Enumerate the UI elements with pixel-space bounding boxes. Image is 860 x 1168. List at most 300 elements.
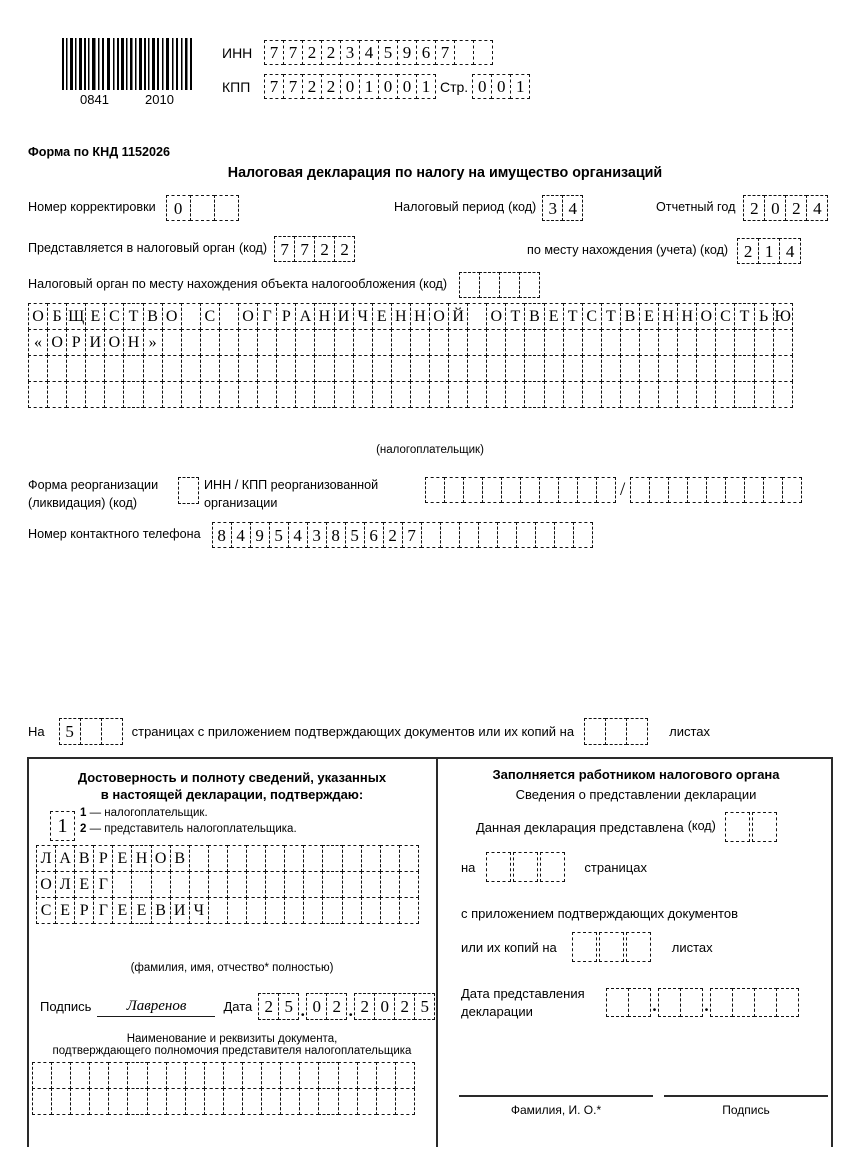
char-cell[interactable]: Г xyxy=(257,303,277,330)
char-cell[interactable] xyxy=(200,355,220,382)
char-cell[interactable]: 4 xyxy=(779,238,801,264)
char-cell[interactable] xyxy=(734,355,754,382)
char-cell[interactable] xyxy=(658,988,681,1017)
char-cell[interactable] xyxy=(131,871,151,898)
char-cell[interactable]: Н xyxy=(410,303,430,330)
char-cell[interactable] xyxy=(497,522,517,548)
char-cell[interactable]: 0 xyxy=(374,993,395,1020)
char-cell[interactable] xyxy=(185,1088,205,1115)
char-cell[interactable] xyxy=(342,845,362,872)
char-cell[interactable] xyxy=(773,355,793,382)
char-cell[interactable]: Н xyxy=(123,329,143,356)
char-cell[interactable]: 1 xyxy=(510,74,530,99)
char-cell[interactable]: О xyxy=(162,303,182,330)
char-cell[interactable] xyxy=(391,329,411,356)
char-cell[interactable] xyxy=(519,272,540,298)
char-cell[interactable] xyxy=(706,477,726,503)
grid-row[interactable] xyxy=(28,303,792,330)
char-cell[interactable] xyxy=(410,355,430,382)
char-cell[interactable] xyxy=(190,195,215,221)
char-cell[interactable] xyxy=(754,988,777,1017)
char-cell[interactable] xyxy=(658,355,678,382)
char-cell[interactable]: 0 xyxy=(340,74,360,99)
char-cell[interactable] xyxy=(499,272,520,298)
char-cell[interactable] xyxy=(357,1088,377,1115)
char-cell[interactable] xyxy=(715,355,735,382)
char-cell[interactable]: 7 xyxy=(264,74,284,99)
char-cell[interactable]: С xyxy=(582,303,602,330)
submitted-to-input[interactable] xyxy=(274,236,354,262)
char-cell[interactable] xyxy=(47,381,67,408)
char-cell[interactable]: Е xyxy=(85,303,105,330)
char-cell[interactable] xyxy=(544,329,564,356)
char-cell[interactable]: Т xyxy=(505,303,525,330)
char-cell[interactable]: Н xyxy=(658,303,678,330)
char-cell[interactable]: 2 xyxy=(314,236,335,262)
char-cell[interactable] xyxy=(70,1062,90,1089)
char-cell[interactable]: Е xyxy=(372,303,392,330)
char-cell[interactable] xyxy=(563,329,583,356)
char-cell[interactable] xyxy=(782,477,802,503)
char-cell[interactable]: 2 xyxy=(737,238,759,264)
char-cell[interactable] xyxy=(181,381,201,408)
char-cell[interactable]: Н xyxy=(131,845,151,872)
char-cell[interactable] xyxy=(554,522,574,548)
char-cell[interactable] xyxy=(773,329,793,356)
char-cell[interactable] xyxy=(246,845,266,872)
char-cell[interactable] xyxy=(280,1088,300,1115)
char-cell[interactable] xyxy=(143,355,163,382)
char-cell[interactable]: Л xyxy=(36,845,56,872)
char-cell[interactable] xyxy=(376,1062,396,1089)
char-cell[interactable] xyxy=(166,1088,186,1115)
organization-name-grid[interactable] xyxy=(28,303,792,407)
char-cell[interactable] xyxy=(467,381,487,408)
char-cell[interactable] xyxy=(303,897,323,924)
char-cell[interactable]: 0 xyxy=(472,74,492,99)
char-cell[interactable]: 5 xyxy=(278,993,299,1020)
signer-code-input[interactable] xyxy=(50,811,74,841)
page-number-input[interactable] xyxy=(472,74,529,99)
char-cell[interactable] xyxy=(32,1088,52,1115)
char-cell[interactable] xyxy=(754,381,774,408)
report-year-input[interactable] xyxy=(743,195,827,221)
char-cell[interactable] xyxy=(582,329,602,356)
grid-row[interactable] xyxy=(36,845,418,872)
char-cell[interactable]: 2 xyxy=(334,236,355,262)
char-cell[interactable] xyxy=(342,897,362,924)
char-cell[interactable] xyxy=(601,355,621,382)
grid-row[interactable] xyxy=(36,897,418,924)
char-cell[interactable]: 5 xyxy=(269,522,289,548)
char-cell[interactable] xyxy=(127,1062,147,1089)
char-cell[interactable] xyxy=(219,381,239,408)
char-cell[interactable] xyxy=(425,477,445,503)
char-cell[interactable]: Е xyxy=(112,845,132,872)
char-cell[interactable] xyxy=(563,355,583,382)
char-cell[interactable] xyxy=(265,871,285,898)
char-cell[interactable] xyxy=(303,871,323,898)
char-cell[interactable]: И xyxy=(85,329,105,356)
char-cell[interactable]: » xyxy=(143,329,163,356)
char-cell[interactable]: И xyxy=(334,303,354,330)
char-cell[interactable]: 2 xyxy=(321,40,341,65)
char-cell[interactable] xyxy=(535,522,555,548)
char-cell[interactable]: В xyxy=(74,845,94,872)
char-cell[interactable] xyxy=(572,932,597,962)
char-cell[interactable] xyxy=(51,1062,71,1089)
char-cell[interactable] xyxy=(66,381,86,408)
char-cell[interactable]: 3 xyxy=(340,40,360,65)
char-cell[interactable]: 2 xyxy=(394,993,415,1020)
char-cell[interactable] xyxy=(361,845,381,872)
char-cell[interactable]: 3 xyxy=(307,522,327,548)
char-cell[interactable]: 6 xyxy=(364,522,384,548)
char-cell[interactable]: 7 xyxy=(274,236,295,262)
char-cell[interactable] xyxy=(399,871,419,898)
char-cell[interactable]: 0 xyxy=(491,74,511,99)
char-cell[interactable]: Е xyxy=(112,897,132,924)
char-cell[interactable] xyxy=(380,871,400,898)
char-cell[interactable] xyxy=(108,1088,128,1115)
char-cell[interactable] xyxy=(303,845,323,872)
char-cell[interactable] xyxy=(395,1062,415,1089)
char-cell[interactable] xyxy=(639,355,659,382)
official-pages-input[interactable] xyxy=(486,852,567,882)
char-cell[interactable]: Г xyxy=(93,871,113,898)
char-cell[interactable] xyxy=(459,522,479,548)
char-cell[interactable] xyxy=(314,355,334,382)
grid-row[interactable] xyxy=(28,381,792,408)
char-cell[interactable] xyxy=(284,845,304,872)
char-cell[interactable]: Т xyxy=(563,303,583,330)
char-cell[interactable]: 2 xyxy=(785,195,807,221)
char-cell[interactable]: 0 xyxy=(306,993,327,1020)
char-cell[interactable]: И xyxy=(170,897,190,924)
char-cell[interactable] xyxy=(677,329,697,356)
char-cell[interactable] xyxy=(628,988,651,1017)
authority-doc-grid[interactable] xyxy=(32,1062,414,1114)
char-cell[interactable]: 0 xyxy=(397,74,417,99)
char-cell[interactable] xyxy=(334,329,354,356)
char-cell[interactable] xyxy=(620,355,640,382)
char-cell[interactable] xyxy=(334,355,354,382)
kpp-input[interactable] xyxy=(264,74,435,99)
char-cell[interactable] xyxy=(127,1088,147,1115)
char-cell[interactable] xyxy=(649,477,669,503)
char-cell[interactable] xyxy=(246,897,266,924)
char-cell[interactable]: Е xyxy=(131,897,151,924)
char-cell[interactable] xyxy=(299,1088,319,1115)
char-cell[interactable] xyxy=(606,988,629,1017)
char-cell[interactable]: 2 xyxy=(383,522,403,548)
char-cell[interactable]: Т xyxy=(601,303,621,330)
char-cell[interactable] xyxy=(467,303,487,330)
char-cell[interactable] xyxy=(357,1062,377,1089)
char-cell[interactable] xyxy=(322,845,342,872)
char-cell[interactable] xyxy=(410,329,430,356)
char-cell[interactable] xyxy=(318,1062,338,1089)
phone-input[interactable] xyxy=(212,522,592,548)
char-cell[interactable] xyxy=(208,871,228,898)
char-cell[interactable] xyxy=(668,477,688,503)
char-cell[interactable] xyxy=(520,477,540,503)
char-cell[interactable]: 5 xyxy=(414,993,435,1020)
char-cell[interactable]: О xyxy=(486,303,506,330)
char-cell[interactable]: 7 xyxy=(435,40,455,65)
char-cell[interactable] xyxy=(680,988,703,1017)
char-cell[interactable]: 2 xyxy=(302,40,322,65)
char-cell[interactable] xyxy=(261,1062,281,1089)
char-cell[interactable] xyxy=(380,897,400,924)
char-cell[interactable] xyxy=(219,303,239,330)
char-cell[interactable]: А xyxy=(295,303,315,330)
char-cell[interactable] xyxy=(601,381,621,408)
char-cell[interactable]: О xyxy=(429,303,449,330)
char-cell[interactable] xyxy=(440,522,460,548)
sheets-count-input[interactable] xyxy=(584,718,647,745)
char-cell[interactable] xyxy=(219,355,239,382)
char-cell[interactable] xyxy=(214,195,239,221)
char-cell[interactable]: 7 xyxy=(294,236,315,262)
char-cell[interactable] xyxy=(32,1062,52,1089)
char-cell[interactable] xyxy=(577,477,597,503)
char-cell[interactable]: 2 xyxy=(326,993,347,1020)
char-cell[interactable] xyxy=(162,329,182,356)
char-cell[interactable] xyxy=(505,355,525,382)
char-cell[interactable] xyxy=(200,329,220,356)
char-cell[interactable] xyxy=(715,329,735,356)
char-cell[interactable] xyxy=(108,1062,128,1089)
char-cell[interactable]: Т xyxy=(123,303,143,330)
char-cell[interactable]: 0 xyxy=(764,195,786,221)
char-cell[interactable]: 0 xyxy=(166,195,191,221)
char-cell[interactable] xyxy=(185,1062,205,1089)
char-cell[interactable]: Н xyxy=(391,303,411,330)
char-cell[interactable] xyxy=(391,355,411,382)
char-cell[interactable] xyxy=(276,381,296,408)
char-cell[interactable]: С xyxy=(36,897,56,924)
char-cell[interactable] xyxy=(725,477,745,503)
char-cell[interactable] xyxy=(395,1088,415,1115)
char-cell[interactable] xyxy=(280,1062,300,1089)
char-cell[interactable]: Е xyxy=(544,303,564,330)
char-cell[interactable] xyxy=(539,477,559,503)
char-cell[interactable] xyxy=(744,477,764,503)
char-cell[interactable]: С xyxy=(104,303,124,330)
char-cell[interactable] xyxy=(162,381,182,408)
char-cell[interactable] xyxy=(85,381,105,408)
char-cell[interactable] xyxy=(584,718,606,745)
char-cell[interactable] xyxy=(754,355,774,382)
char-cell[interactable]: 5 xyxy=(378,40,398,65)
grid-row[interactable] xyxy=(28,329,792,356)
char-cell[interactable] xyxy=(380,845,400,872)
char-cell[interactable] xyxy=(513,852,538,882)
char-cell[interactable] xyxy=(295,329,315,356)
inn-input[interactable] xyxy=(264,40,492,65)
char-cell[interactable]: О xyxy=(47,329,67,356)
char-cell[interactable] xyxy=(265,897,285,924)
char-cell[interactable] xyxy=(573,522,593,548)
char-cell[interactable] xyxy=(28,381,48,408)
char-cell[interactable] xyxy=(376,1088,396,1115)
char-cell[interactable] xyxy=(486,329,506,356)
char-cell[interactable]: 2 xyxy=(321,74,341,99)
char-cell[interactable]: Ч xyxy=(353,303,373,330)
char-cell[interactable] xyxy=(563,381,583,408)
char-cell[interactable] xyxy=(238,329,258,356)
char-cell[interactable] xyxy=(540,852,565,882)
char-cell[interactable] xyxy=(89,1088,109,1115)
char-cell[interactable] xyxy=(444,477,464,503)
char-cell[interactable] xyxy=(626,932,651,962)
char-cell[interactable]: Ь xyxy=(754,303,774,330)
char-cell[interactable] xyxy=(620,329,640,356)
char-cell[interactable] xyxy=(223,1088,243,1115)
char-cell[interactable] xyxy=(524,355,544,382)
char-cell[interactable] xyxy=(596,477,616,503)
char-cell[interactable] xyxy=(66,355,86,382)
by-location-input[interactable] xyxy=(737,238,800,264)
char-cell[interactable] xyxy=(486,355,506,382)
tax-period-input[interactable] xyxy=(542,195,582,221)
char-cell[interactable]: 4 xyxy=(806,195,828,221)
char-cell[interactable] xyxy=(459,272,480,298)
char-cell[interactable]: О xyxy=(28,303,48,330)
char-cell[interactable]: Г xyxy=(93,897,113,924)
char-cell[interactable] xyxy=(143,381,163,408)
char-cell[interactable] xyxy=(677,355,697,382)
char-cell[interactable]: 2 xyxy=(743,195,765,221)
char-cell[interactable] xyxy=(338,1088,358,1115)
char-cell[interactable]: 4 xyxy=(231,522,251,548)
char-cell[interactable]: О xyxy=(151,845,171,872)
char-cell[interactable]: 7 xyxy=(264,40,284,65)
char-cell[interactable] xyxy=(342,871,362,898)
char-cell[interactable] xyxy=(80,718,102,745)
char-cell[interactable] xyxy=(524,381,544,408)
declaration-submitted-input[interactable] xyxy=(725,812,779,842)
char-cell[interactable] xyxy=(299,1062,319,1089)
char-cell[interactable]: 9 xyxy=(250,522,270,548)
char-cell[interactable] xyxy=(178,477,199,504)
char-cell[interactable] xyxy=(501,477,521,503)
char-cell[interactable] xyxy=(696,329,716,356)
char-cell[interactable]: 7 xyxy=(283,74,303,99)
char-cell[interactable] xyxy=(295,381,315,408)
char-cell[interactable] xyxy=(658,381,678,408)
char-cell[interactable] xyxy=(505,381,525,408)
char-cell[interactable] xyxy=(478,522,498,548)
char-cell[interactable] xyxy=(361,871,381,898)
official-date-input[interactable] xyxy=(606,988,798,1017)
char-cell[interactable]: 1 xyxy=(416,74,436,99)
char-cell[interactable] xyxy=(123,355,143,382)
char-cell[interactable]: « xyxy=(28,329,48,356)
char-cell[interactable]: Л xyxy=(55,871,75,898)
char-cell[interactable] xyxy=(399,845,419,872)
char-cell[interactable] xyxy=(295,355,315,382)
char-cell[interactable] xyxy=(696,355,716,382)
char-cell[interactable] xyxy=(353,329,373,356)
char-cell[interactable]: Е xyxy=(55,897,75,924)
char-cell[interactable]: 5 xyxy=(345,522,365,548)
char-cell[interactable] xyxy=(257,329,277,356)
char-cell[interactable] xyxy=(204,1088,224,1115)
char-cell[interactable] xyxy=(314,329,334,356)
grid-row[interactable] xyxy=(28,355,792,382)
char-cell[interactable]: 4 xyxy=(288,522,308,548)
char-cell[interactable] xyxy=(524,329,544,356)
char-cell[interactable] xyxy=(200,381,220,408)
char-cell[interactable] xyxy=(89,1062,109,1089)
char-cell[interactable] xyxy=(486,852,511,882)
char-cell[interactable] xyxy=(219,329,239,356)
char-cell[interactable] xyxy=(166,1062,186,1089)
char-cell[interactable] xyxy=(353,355,373,382)
char-cell[interactable] xyxy=(112,871,132,898)
char-cell[interactable]: О xyxy=(36,871,56,898)
char-cell[interactable]: Ю xyxy=(773,303,793,330)
char-cell[interactable] xyxy=(361,897,381,924)
char-cell[interactable] xyxy=(448,355,468,382)
char-cell[interactable] xyxy=(101,718,123,745)
char-cell[interactable] xyxy=(85,355,105,382)
char-cell[interactable] xyxy=(454,40,474,65)
char-cell[interactable] xyxy=(715,381,735,408)
char-cell[interactable] xyxy=(227,897,247,924)
char-cell[interactable] xyxy=(605,718,627,745)
char-cell[interactable] xyxy=(732,988,755,1017)
char-cell[interactable] xyxy=(70,1088,90,1115)
char-cell[interactable] xyxy=(276,355,296,382)
char-cell[interactable] xyxy=(479,272,500,298)
char-cell[interactable]: 5 xyxy=(59,718,81,745)
char-cell[interactable] xyxy=(482,477,502,503)
char-cell[interactable] xyxy=(189,845,209,872)
char-cell[interactable] xyxy=(181,355,201,382)
char-cell[interactable] xyxy=(620,381,640,408)
char-cell[interactable] xyxy=(658,329,678,356)
char-cell[interactable] xyxy=(147,1088,167,1115)
char-cell[interactable] xyxy=(776,988,799,1017)
grid-row[interactable] xyxy=(36,871,418,898)
char-cell[interactable] xyxy=(391,381,411,408)
char-cell[interactable]: Е xyxy=(74,871,94,898)
official-attach-input[interactable] xyxy=(572,932,653,962)
signature-date-input[interactable] xyxy=(258,993,434,1020)
char-cell[interactable] xyxy=(318,1088,338,1115)
char-cell[interactable] xyxy=(322,871,342,898)
char-cell[interactable] xyxy=(104,355,124,382)
char-cell[interactable] xyxy=(181,303,201,330)
char-cell[interactable]: Н xyxy=(677,303,697,330)
char-cell[interactable] xyxy=(467,329,487,356)
char-cell[interactable] xyxy=(322,897,342,924)
char-cell[interactable] xyxy=(314,381,334,408)
char-cell[interactable]: 2 xyxy=(354,993,375,1020)
char-cell[interactable]: Щ xyxy=(66,303,86,330)
char-cell[interactable] xyxy=(734,329,754,356)
char-cell[interactable]: 4 xyxy=(359,40,379,65)
char-cell[interactable] xyxy=(265,845,285,872)
char-cell[interactable]: Ч xyxy=(189,897,209,924)
char-cell[interactable] xyxy=(257,355,277,382)
char-cell[interactable] xyxy=(261,1088,281,1115)
char-cell[interactable] xyxy=(754,329,774,356)
char-cell[interactable] xyxy=(639,329,659,356)
